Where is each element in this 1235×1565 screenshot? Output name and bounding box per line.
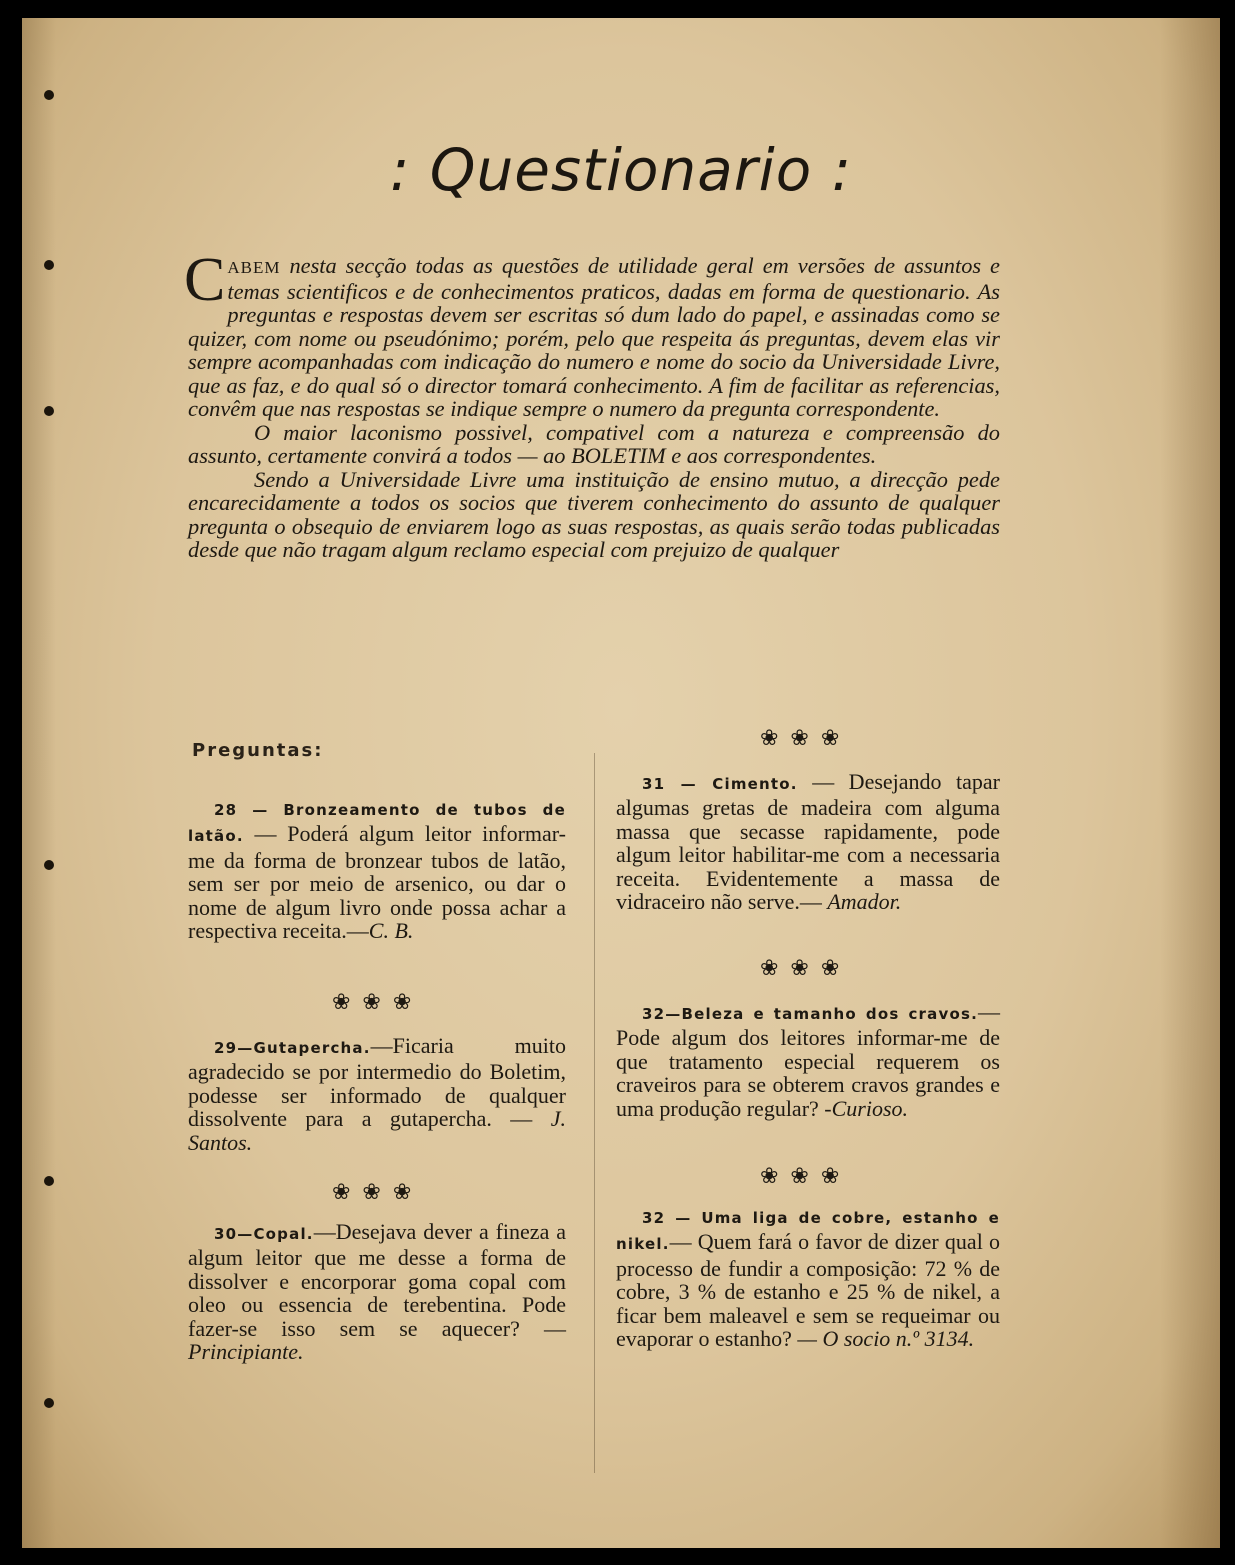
binding-shadow: [22, 18, 56, 1548]
intro-paragraph-3: Sendo a Universidade Livre uma instituição de ensino mutuo, a direcção pede encarecidamente a todos os socios que tiverem conhecimento do assunto de qualquer pregunta o obsequio de enviarem logo as suas respostas, as quais serão todas publicadas desde que não tragam algum reclamo especial com prejuizo de qualquer: [188, 466, 1000, 562]
question-heading: 29—Gutapercha.: [214, 1039, 371, 1057]
question-signature: J. Santos.: [188, 1106, 566, 1155]
intro-paragraph-1: [184, 246, 1000, 421]
question-heading: 30—Copal.: [214, 1225, 314, 1243]
intro-text: [184, 246, 1000, 562]
question-body: — Quem fará o favor de dizer qual o processo de fundir a composição: 72 % de cobre, 3 % de estanho e 25 % de nikel, a ficar bem maleavel e sem se requeimar ou evaporar o estanho?: [616, 1229, 1000, 1352]
question-30: [188, 1220, 566, 1363]
binding-hole: [44, 260, 54, 270]
ornament: ❀❀❀: [760, 1164, 852, 1189]
question-body: — Desejando tapar algumas gretas de madeira com alguma massa que secasse rapidamente, pode algum leitor habilitar-me com a necessaria receita. Evidentemente a massa de vidraceiro não serve.—: [616, 769, 1000, 915]
intro-paragraph-1-text: nesta secção todas as questões de utilidade geral em versões de assuntos e temas scientificos e de conhecimentos praticos, dadas em forma de questionario. As preguntas e respostas devem ser escritas só dum lado do papel, e assinadas como se quizer, com nome ou pseudónimo; porém, pelo que respeita ás preguntas, devem elas vir sempre acompanhadas com indicação do numero e nome do socio da Universidade Livre, que as faz, e do qual só o director tomará conhecimento. A fim de facilitar as referencias, convêm que nas respostas se indique sempre o numero da pregunta correspondente.: [188, 253, 1000, 421]
page-edge-shadow: [1160, 18, 1220, 1548]
question-body: —Pode algum dos leitores informar-me de que tratamento especial requerem os craveiros para se obterem cravos grandes e uma produção regular? -: [616, 999, 1000, 1121]
question-heading: 28 — Bronzeamento de tubos de latão.: [188, 801, 566, 846]
section-heading: Preguntas:: [192, 740, 324, 761]
column-divider: [594, 753, 595, 1473]
question-signature: — O socio n.º 3134.: [797, 1326, 975, 1352]
question-body: — Poderá algum leitor informar-me da forma de bronzear tubos de latão, sem ser por meio de arsenico, ou dar o nome de algum livro onde possa achar a respectiva receita.—: [188, 821, 566, 944]
question-heading: 32—Beleza e tamanho dos cravos.: [642, 1005, 978, 1023]
document-page: [22, 18, 1220, 1548]
binding-hole: [44, 90, 54, 100]
binding-hole: [44, 406, 54, 416]
question-body: —Desejava dever a fineza a algum leitor que me desse a forma de dissolver e encorporar goma copal com oleo ou essencia de terebentina. Pode fazer-se isso sem se aquecer? —: [188, 1219, 566, 1341]
question-signature: Principiante.: [188, 1339, 304, 1365]
question-31: [616, 770, 1000, 913]
intro-paragraph-2: O maior laconismo possivel, compativel com a natureza e compreensão do assunto, certamente convirá a todos — ao BOLETIM e aos correspondentes.: [188, 419, 1000, 468]
ornament: ❀❀❀: [332, 1180, 424, 1205]
binding-hole: [44, 860, 54, 870]
question-32-cravos: [616, 1000, 1000, 1120]
intro-lead-word: ABEM: [227, 258, 281, 277]
question-28: [188, 796, 566, 942]
question-32-liga: [616, 1204, 1000, 1350]
question-signature: Curioso.: [831, 1095, 909, 1121]
question-heading: 31 — Cimento.: [642, 775, 798, 793]
ornament: ❀❀❀: [760, 956, 852, 981]
drop-cap: C: [184, 246, 226, 314]
question-body: —Ficaria muito agradecido se por intermedio do Boletim, podesse ser informado de qualquer dissolvente para a gutapercha. —: [188, 1033, 566, 1132]
binding-hole: [44, 1176, 54, 1186]
page-title: : Questionario :: [389, 136, 853, 204]
ornament: ❀❀❀: [760, 726, 852, 751]
question-heading: 32 — Uma liga de cobre, estanho e nikel.: [616, 1209, 1000, 1254]
ornament: ❀❀❀: [332, 990, 424, 1015]
question-signature: Amador.: [827, 889, 902, 915]
question-signature: C. B.: [368, 918, 414, 944]
question-29: [188, 1034, 566, 1154]
binding-hole: [44, 1398, 54, 1408]
